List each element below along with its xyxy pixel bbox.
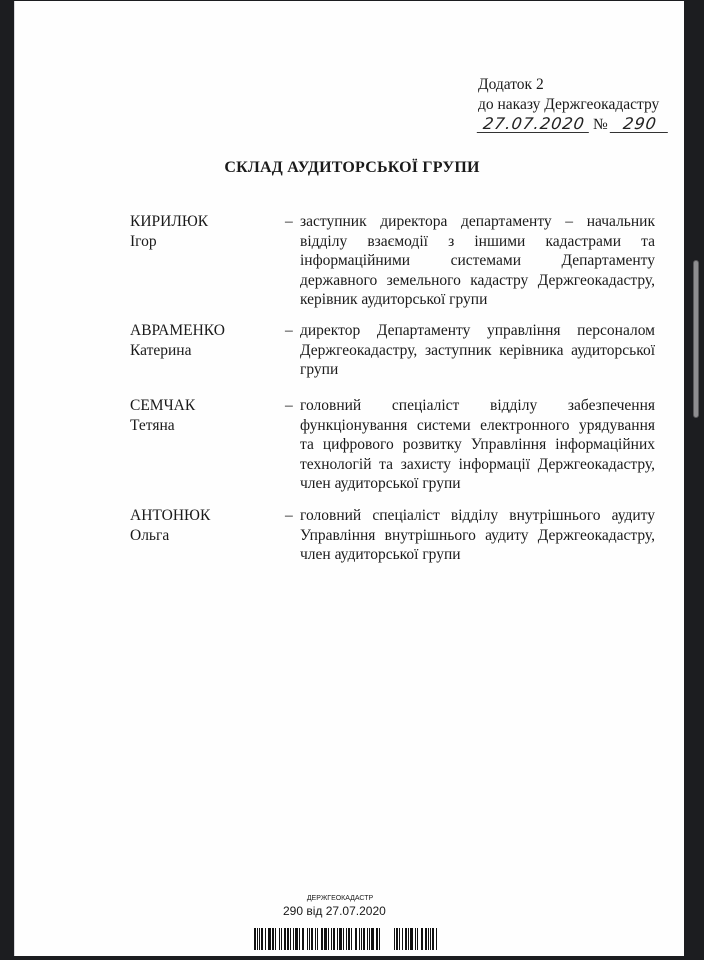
barcode-bar bbox=[346, 928, 347, 950]
barcode-bar bbox=[348, 928, 350, 950]
barcode-bar bbox=[284, 928, 286, 950]
barcode-bar bbox=[311, 928, 313, 950]
barcode-bar bbox=[369, 928, 370, 950]
barcode-bar bbox=[328, 928, 329, 950]
member-role: головний спеціаліст відділу забезпечення функціонування системи електронного урядування та цифрового розвитку Управління інформаційних технологій та захисту інформації Держгеокадастру, член аудиторської групи bbox=[300, 397, 655, 492]
member-surname: АНТОНЮК bbox=[130, 507, 211, 524]
member-given-name: Катерина bbox=[130, 341, 192, 359]
barcode-bar bbox=[408, 928, 409, 950]
number-sign: № bbox=[593, 116, 608, 133]
barcode-bar bbox=[432, 928, 434, 950]
member-name bbox=[130, 396, 270, 435]
barcode-bar bbox=[293, 928, 294, 950]
barcode-bar bbox=[257, 928, 258, 950]
stamp-registration-number: 290 від 27.07.2020 bbox=[283, 904, 386, 918]
member-role: директор Департаменту управління персоналом Держгеокадастру, заступник керівника аудиторської групи bbox=[300, 322, 655, 378]
barcode-bar bbox=[371, 928, 374, 950]
member-given-name: Ольга bbox=[130, 526, 170, 544]
annex-date-number-line bbox=[478, 115, 669, 135]
barcode-bar bbox=[290, 928, 291, 950]
member-given-name: Ігор bbox=[130, 232, 157, 250]
barcode-bar bbox=[436, 928, 437, 950]
barcode-bar bbox=[402, 928, 403, 950]
barcode-bar bbox=[295, 928, 298, 950]
barcode bbox=[254, 928, 439, 950]
annex-header bbox=[478, 75, 669, 135]
member-name bbox=[130, 506, 270, 545]
member-entry bbox=[130, 321, 655, 380]
barcode-bar bbox=[307, 928, 308, 950]
barcode-bar bbox=[361, 928, 362, 950]
barcode-bar bbox=[299, 928, 300, 950]
barcode-bar bbox=[321, 928, 323, 950]
barcode-bar bbox=[376, 928, 378, 950]
barcode-bar bbox=[317, 928, 318, 950]
scrollbar-track[interactable] bbox=[689, 0, 704, 960]
member-name bbox=[130, 321, 270, 360]
barcode-bar bbox=[351, 928, 352, 950]
barcode-bar bbox=[254, 928, 256, 950]
barcode-bar bbox=[430, 928, 431, 950]
member-role: заступник директора департаменту – начальник відділу взаємодії з іншими кадастрами та інформаційними системами Департаменту державного земельного кадастру Держгеокадастру, керівник аудиторської групи bbox=[300, 213, 655, 308]
barcode-bar bbox=[315, 928, 316, 950]
document-title: СКЛАД АУДИТОРСЬКОЇ ГРУПИ bbox=[224, 159, 480, 176]
stamp-organization: ДЕРЖГЕОКАДАСТР bbox=[306, 895, 374, 902]
barcode-bar bbox=[405, 928, 407, 950]
barcode-bar bbox=[333, 928, 335, 950]
barcode-bar bbox=[268, 928, 271, 950]
scrollbar-thumb[interactable] bbox=[693, 260, 699, 418]
barcode-bar bbox=[410, 928, 413, 950]
barcode-bar bbox=[421, 928, 423, 950]
barcode-bar bbox=[399, 928, 400, 950]
barcode-bar bbox=[259, 928, 260, 950]
barcode-bar bbox=[324, 928, 327, 950]
barcode-bar bbox=[339, 928, 342, 950]
barcode-bar bbox=[396, 928, 398, 950]
barcode-bar bbox=[428, 928, 429, 950]
barcode-bar bbox=[363, 928, 365, 950]
barcode-bar bbox=[265, 928, 266, 950]
barcode-bar bbox=[337, 928, 338, 950]
barcode-bar bbox=[309, 928, 310, 950]
barcode-bar bbox=[355, 928, 357, 950]
barcode-bar bbox=[417, 928, 418, 950]
member-dash: – bbox=[285, 213, 293, 230]
member-surname: АВРАМЕНКО bbox=[130, 322, 225, 339]
barcode-bar bbox=[359, 928, 360, 950]
barcode-bar bbox=[279, 928, 280, 950]
member-surname: КИРИЛЮК bbox=[130, 213, 209, 230]
member-dash: – bbox=[285, 507, 293, 524]
barcode-bar bbox=[331, 928, 332, 950]
barcode-bar bbox=[343, 928, 344, 950]
barcode-bar bbox=[367, 928, 368, 950]
registration-stamp bbox=[250, 895, 430, 918]
annex-order-reference: до наказу Держгеокадастру bbox=[478, 96, 660, 113]
barcode-bar bbox=[275, 928, 276, 950]
member-dash: – bbox=[285, 322, 293, 339]
barcode-bar bbox=[287, 928, 289, 950]
barcode-bar bbox=[272, 928, 274, 950]
member-dash: – bbox=[285, 397, 293, 414]
barcode-bar bbox=[425, 928, 427, 950]
annex-label: Додаток 2 bbox=[478, 76, 544, 93]
barcode-bar bbox=[281, 928, 282, 950]
order-date-handwritten: 27.07.2020 bbox=[477, 115, 592, 133]
order-number-handwritten: 290 bbox=[610, 115, 671, 133]
member-surname: СЕМЧАК bbox=[130, 397, 196, 414]
member-role: головний спеціаліст відділу внутрішнього аудиту Управління внутрішнього аудиту Держгеокадастру, член аудиторської групи bbox=[300, 507, 655, 563]
member-name bbox=[130, 212, 270, 251]
barcode-bar bbox=[394, 928, 395, 950]
member-given-name: Тетяна bbox=[130, 416, 175, 434]
member-entry bbox=[130, 212, 655, 310]
barcode-bar bbox=[261, 928, 263, 950]
barcode-bar bbox=[379, 928, 380, 950]
member-entry bbox=[130, 506, 655, 565]
barcode-bar bbox=[415, 928, 416, 950]
member-entry bbox=[130, 396, 655, 494]
barcode-bar bbox=[302, 928, 304, 950]
